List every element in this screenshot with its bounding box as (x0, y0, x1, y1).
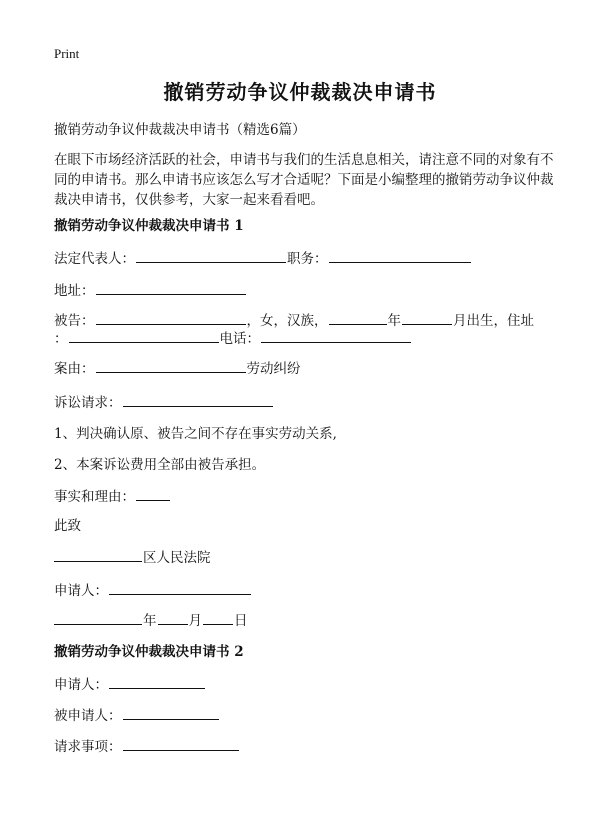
cause-row (54, 358, 301, 379)
s2-request-row (54, 736, 240, 757)
date-row (54, 610, 248, 631)
claims-label: 诉讼请求： (54, 395, 122, 411)
claims-row (54, 392, 274, 413)
position-label: 职务： (287, 251, 328, 267)
court-blank (54, 547, 142, 562)
phone-blank (261, 328, 411, 343)
cause-label: 案由： (54, 361, 95, 377)
address-blank (96, 280, 246, 295)
page-title: 撤销劳动争议仲裁裁决申请书 (163, 80, 437, 104)
facts-blank (136, 486, 170, 501)
s2-applicant-label: 申请人： (54, 677, 108, 693)
applicant-blank (109, 580, 251, 595)
legal-rep-row (54, 248, 472, 269)
address-row (54, 280, 247, 301)
s2-applicant-row (54, 674, 206, 695)
claim-1: 1、判决确认原、被告之间不存在事实劳动关系, (54, 426, 337, 442)
birth-month-blank (402, 310, 452, 325)
applicant-label: 申请人： (54, 583, 108, 599)
facts-row (54, 486, 171, 507)
born-address-label: 月出生，住址 (453, 313, 534, 329)
phone-row (54, 328, 412, 349)
section1-heading: 撤销劳动争议仲裁裁决申请书 1 (54, 218, 244, 234)
phone-label: 电话： (219, 331, 260, 347)
defendant-label: 被告： (54, 313, 95, 329)
court-label: 区人民法院 (143, 550, 211, 566)
date-month-label: 月 (188, 613, 202, 629)
facts-label: 事实和理由： (54, 489, 135, 505)
s2-request-blank (123, 736, 239, 751)
address-label: 地址： (54, 283, 95, 299)
claim-2: 2、本案诉讼费用全部由被告承担。 (54, 457, 266, 473)
date-day-label: 日 (234, 613, 248, 629)
s2-respondent-label: 被申请人： (54, 708, 122, 724)
legal-rep-blank (136, 248, 286, 263)
date-year-blank (54, 610, 142, 625)
colon-label: ： (54, 331, 68, 347)
intro-paragraph: 在眼下市场经济活跃的社会，申请书与我们的生活息息相关，请注意不同的对象有不同的申请书。那么申请书应该怎么写才合适呢？下面是小编整理的撤销劳动争议仲裁裁决申请书，仅供参考，大家一起来看看吧。 (54, 152, 554, 208)
date-day-blank (203, 610, 233, 625)
birth-year-blank (329, 310, 387, 325)
section2-heading: 撤销劳动争议仲裁裁决申请书 2 (54, 644, 244, 660)
salutation: 此致 (54, 518, 81, 534)
claims-blank (123, 392, 273, 407)
legal-rep-label: 法定代表人： (54, 251, 135, 267)
labor-dispute-text: 劳动纠纷 (246, 361, 301, 377)
court-row (54, 547, 211, 568)
s2-request-label: 请求事项： (54, 739, 122, 755)
print-link[interactable]: Print (54, 46, 80, 61)
s2-applicant-blank (109, 674, 205, 689)
s2-respondent-row (54, 705, 220, 726)
year-label: 年 (387, 313, 401, 329)
date-year-label: 年 (143, 613, 157, 629)
residence-blank (69, 328, 219, 343)
cause-blank (96, 358, 246, 373)
position-blank (329, 248, 471, 263)
s2-respondent-blank (123, 705, 219, 720)
subtitle: 撤销劳动争议仲裁裁决申请书（精选6篇） (54, 122, 306, 138)
applicant-row (54, 580, 252, 601)
defendant-gender: ，女，汉族， (246, 313, 328, 329)
defendant-blank (96, 310, 246, 325)
date-month-blank (158, 610, 188, 625)
